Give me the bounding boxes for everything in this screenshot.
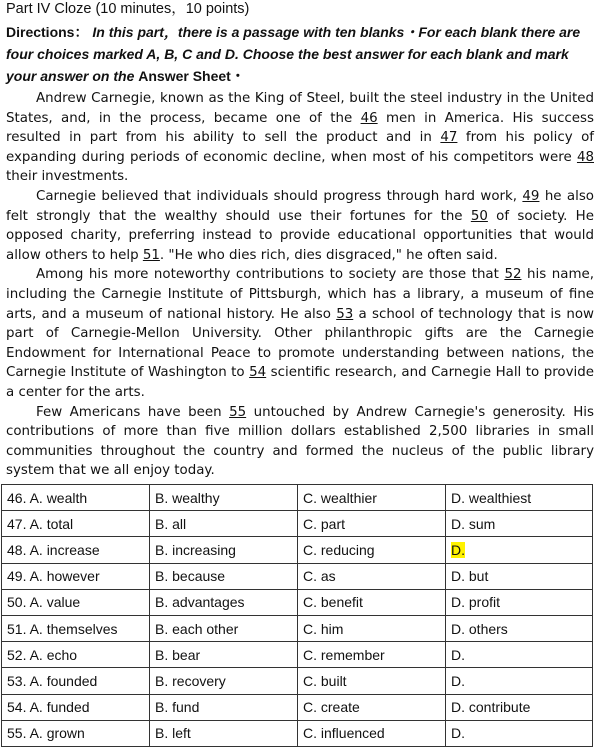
text-run: Andrew Carnegie, known as the King of Steel, built the steel industry in the United States, and, in the process, became one of the [6,91,594,126]
paragraph-3 [6,265,594,402]
blank-49: 49 [522,188,540,204]
option-b: B. bear [150,642,298,668]
option-c: C. built [298,668,446,694]
option-b: B. because [150,563,298,589]
option-a: 51. A. themselves [2,615,150,641]
option-b: B. wealthy [150,485,298,511]
options-row [2,485,593,511]
paragraph-1 [6,89,594,187]
option-b: B. each other [150,615,298,641]
blank-51: 51 [142,247,160,263]
options-table [1,484,593,747]
option-d: D. [446,668,593,694]
section-title: Part IV Cloze (10 minutes，10 points) [6,1,250,17]
option-a: 53. A. founded [2,668,150,694]
option-d: D. [446,720,593,746]
text-run: his name, including the Carnegie Institute of Pittsburgh, which has a library, a museum of fine arts, and a museum of national history. He also [6,267,594,322]
option-c: C. as [298,563,446,589]
text-run: Few Americans have been [36,404,230,420]
option-d: D. sum [446,511,593,537]
paragraph-4 [6,403,594,481]
options-row [2,563,593,589]
option-c: C. create [298,694,446,720]
option-c: C. him [298,615,446,641]
options-row [2,615,593,641]
text-run: a school of technology that is now part of Carnegie-Mellon University. Other philanthropic gifts are the Carnegie Endowment for International Peace to promote understanding between nations, the Carnegie Institute of Washington to [6,306,594,381]
directions [6,21,594,87]
directions-tail: Answer Sheet・ [138,68,245,84]
text-run: men in America. His success resulted in part from his ability to sell the product and in [6,110,594,146]
option-d: D. profit [446,589,593,615]
option-b: B. left [150,720,298,746]
option-c: C. remember [298,642,446,668]
option-b: B. increasing [150,537,298,563]
blank-55: 55 [229,404,247,420]
text-run: from his policy of expanding during periods of economic decline, when most of his competitors were [6,130,594,165]
text-run: of society. He opposed charity, preferring instead to provide educational opportunities that would allow others to help [6,208,594,263]
text-run: their investments. [6,169,129,185]
option-b: B. fund [150,694,298,720]
text-run: . "He who dies rich, dies disgraced," he often said. [159,247,498,263]
option-c: C. benefit [298,589,446,615]
document-page [6,0,594,481]
options-row [2,511,593,537]
option-d: D. [446,642,593,668]
text-run: he also felt strongly that the wealthy should use their fortunes for the [6,188,594,224]
option-d [446,537,593,563]
blank-52: 52 [504,267,522,283]
blank-53: 53 [336,306,354,322]
option-c: C. influenced [298,720,446,746]
blank-54: 54 [249,365,267,381]
option-a: 46. A. wealth [2,485,150,511]
blank-50: 50 [470,208,488,224]
option-b: B. advantages [150,589,298,615]
option-d: D. but [446,563,593,589]
text-run: Among his more noteworthy contributions to society are those that [36,267,505,283]
blank-48: 48 [576,149,594,165]
option-a: 47. A. total [2,511,150,537]
passage [6,89,594,481]
options-row [2,720,593,746]
highlighted-option: D. [451,541,465,558]
option-a: 52. A. echo [2,642,150,668]
blank-46: 46 [360,110,378,126]
option-d: D. others [446,615,593,641]
option-a: 55. A. grown [2,720,150,746]
option-a: 50. A. value [2,589,150,615]
option-c: C. reducing [298,537,446,563]
option-a: 54. A. funded [2,694,150,720]
option-c: C. part [298,511,446,537]
options-row [2,589,593,615]
option-b: B. all [150,511,298,537]
option-d: D. contribute [446,694,593,720]
paragraph-2 [6,187,594,265]
option-c: C. wealthier [298,485,446,511]
options-row [2,642,593,668]
blank-47: 47 [440,130,458,146]
directions-label: Directions： [6,24,89,40]
option-b: B. recovery [150,668,298,694]
option-a: 48. A. increase [2,537,150,563]
option-a: 49. A. however [2,563,150,589]
text-run: Carnegie believed that individuals should progress through hard work, [36,188,523,204]
directions-text: In this part，there is a passage with ten blanks・For each blank there are four choices marked A, B, C and D. Choose the best answer for each blank and mark your answer on the [6,24,581,84]
options-row [2,537,593,563]
text-run: scientific research, and Carnegie Hall to provide a center for the arts. [6,365,594,400]
options-row [2,668,593,694]
options-row [2,694,593,720]
text-run: untouched by Andrew Carnegie's generosity. His contributions of more than five million dollars established 2,500 libraries in small communities throughout the country and formed the nucleus of the public library system that we all enjoy today. [6,404,594,479]
option-d: D. wealthiest [446,485,593,511]
